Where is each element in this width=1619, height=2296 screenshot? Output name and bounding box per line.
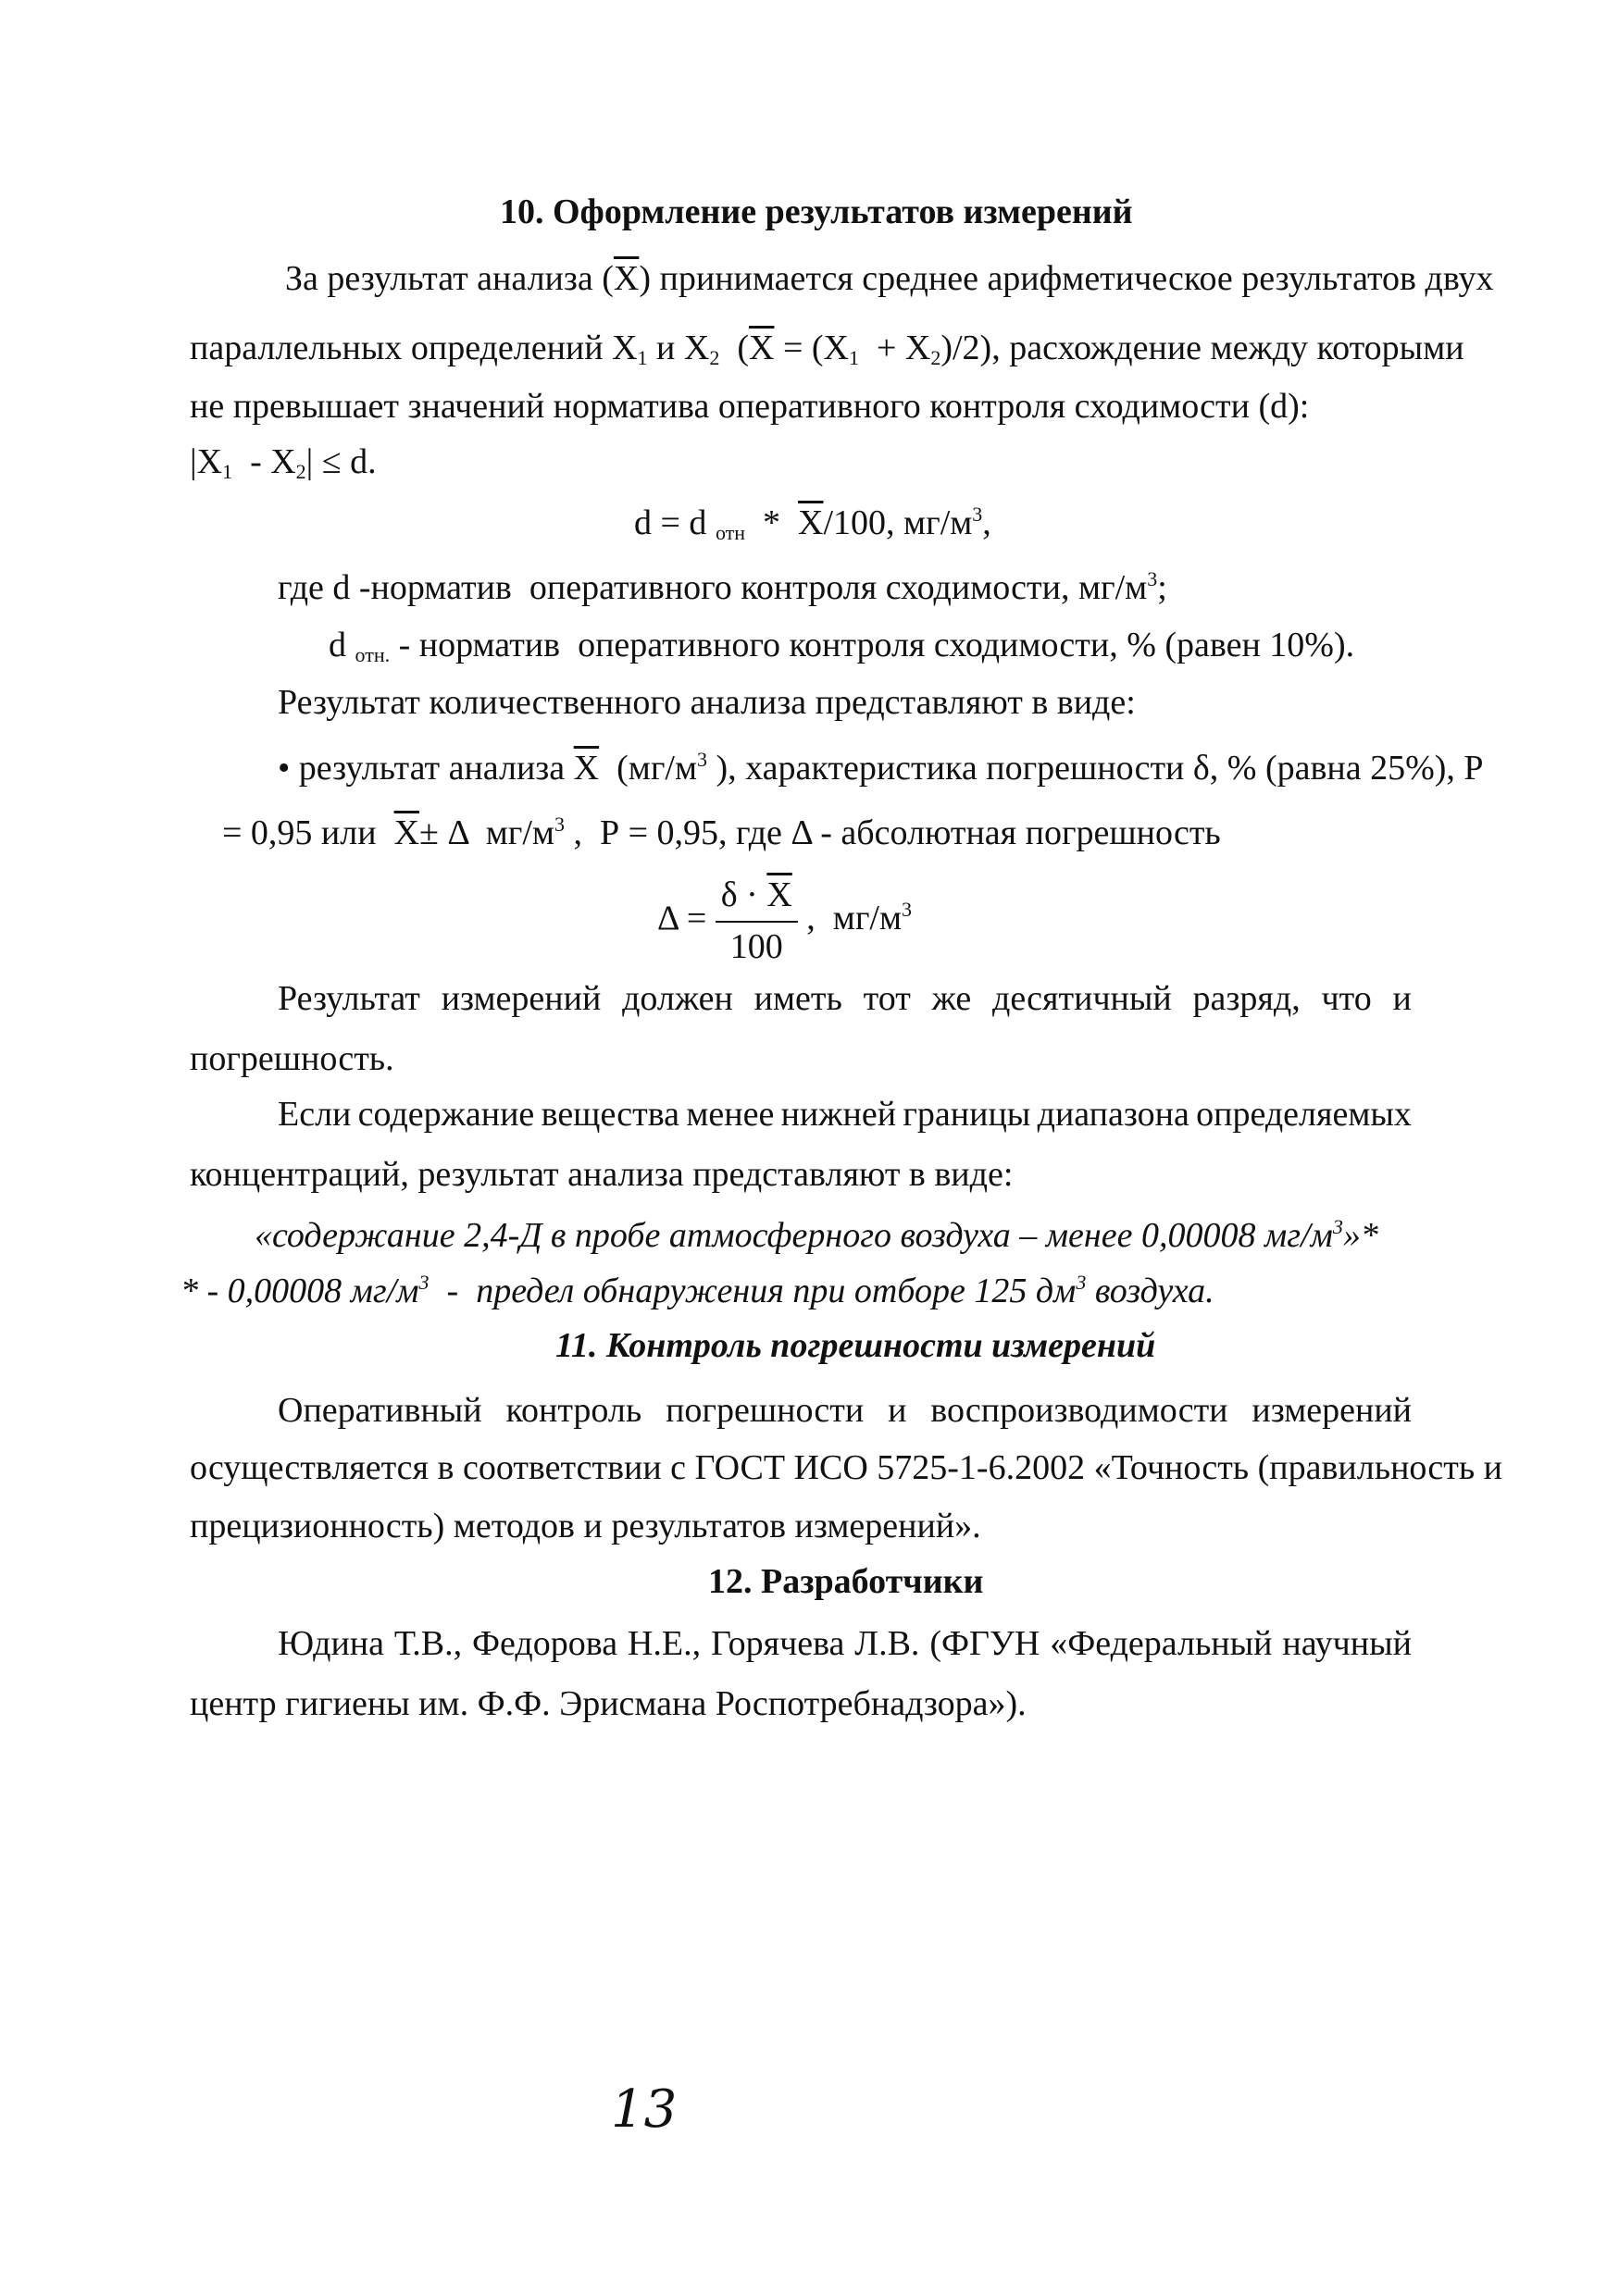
section-12-heading: 12. Разработчики [708,1562,984,1601]
justified-line [278,1393,1412,1428]
word: (ФГУН [929,1624,1040,1663]
word: определяемых [1196,1095,1412,1134]
where-line-1: где d -норматив оперативного контроля сходимости, $мг/м^3$; [278,567,1167,607]
paragraph-line: осуществляется в соответствии с ГОСТ ИСО 5725-1-6.2002 «Точность (правильность и [190,1448,1502,1487]
word: тот [863,979,911,1018]
formula-d: d = d $_{отн} * \overline{X}/100$, $мг/м^3$, [634,503,991,544]
section-11-heading: 11. Контроль погрешности измерений [555,1326,1156,1365]
italic-example-line: «содержание 2,4-Д в пробе атмосферного воздуха – менее 0,00008 $мг/м^3»*$ [255,1215,1378,1255]
word: измерений [441,979,602,1018]
italic-footnote-line: * - 0,00008 $мг/м^3$ - предел обнаружения при отборе 125 $дм^3$ воздуха. [181,1271,1214,1310]
justified-line [278,1097,1412,1132]
word: содержание [357,1095,535,1134]
paragraph-line: погрешность. [190,1039,394,1078]
justified-line [278,981,1412,1016]
word: Оперативный [278,1391,482,1430]
word: Н.Е., [627,1624,702,1663]
paragraph-line: не превышает значений норматива оперативного контроля сходимости (d): [190,387,1310,426]
delta-formula: Δ = $\frac{\delta \cdot \overline{X}}{100}$ , $мг/м^3$ [657,875,912,968]
paragraph-line: За результат анализа $(\overline{X})$ принимается среднее арифметическое результатов двух [285,259,1494,298]
word: воспроизводимости [930,1391,1228,1430]
word: должен [622,979,733,1018]
delta-fraction: $\frac{\delta \cdot \overline{X}}{100}$ [716,875,798,968]
paragraph-line: прецизионность) методов и результатов измерений». [190,1507,981,1545]
word: разряд, [1192,979,1301,1018]
word: Т.В., [393,1624,463,1663]
word: диапазона [1037,1095,1189,1134]
word: Результат [278,979,420,1018]
word: измерений [1252,1391,1412,1430]
word: Л.В. [854,1624,920,1663]
word: Юдина [278,1624,384,1663]
word: и [888,1391,907,1430]
word: «Федеральный [1050,1624,1273,1663]
word: менее [686,1095,775,1134]
word: научный [1282,1624,1412,1663]
paragraph-line: концентраций, результат анализа представляют в виде: [190,1155,1014,1194]
inequality-formula: $|X_1 - X_2| \le d$. [190,442,377,483]
word: иметь [753,979,842,1018]
word: что [1321,979,1372,1018]
word: нижней [780,1095,897,1134]
word: и [1392,979,1412,1018]
paragraph-line: центр гигиены им. Ф.Ф. Эрисмана Роспотребнадзора»). [190,1684,1027,1723]
where-line-2: d $_{отн.}$ - норматив оперативного контроля сходимости, % (равен 10%). [329,626,1355,666]
justified-line [278,1626,1412,1661]
word: контроль [505,1391,642,1430]
bullet-line-2: = 0,95 или $\overline{X}\pm \Delta$ $мг/м^3$ , Р = 0,95, где Δ - абсолютная погрешность [222,813,1221,852]
bullet-line-1: • результат анализа $\overline{X}$ ($мг/м^3$ ), характеристика погрешности δ, % (равна 25%), Р [278,748,1484,788]
page-number: 13 [611,2079,678,2140]
word: Если [278,1095,352,1134]
paragraph-line: параллельных определений $X_1$ и $X_2$ $(\overline{X} = (X_1 + X_2)/2)$, расхождение между которыми [190,329,1464,369]
result-intro: Результат количественного анализа представляют в виде: [278,683,1136,722]
word: же [931,979,972,1018]
word: Федорова [472,1624,618,1663]
word: Горячева [711,1624,845,1663]
section-10-heading: 10. Оформление результатов измерений [500,192,1133,231]
word: границы [903,1095,1031,1134]
word: десятичный [992,979,1172,1018]
word: вещества [541,1095,680,1134]
word: погрешности [666,1391,865,1430]
